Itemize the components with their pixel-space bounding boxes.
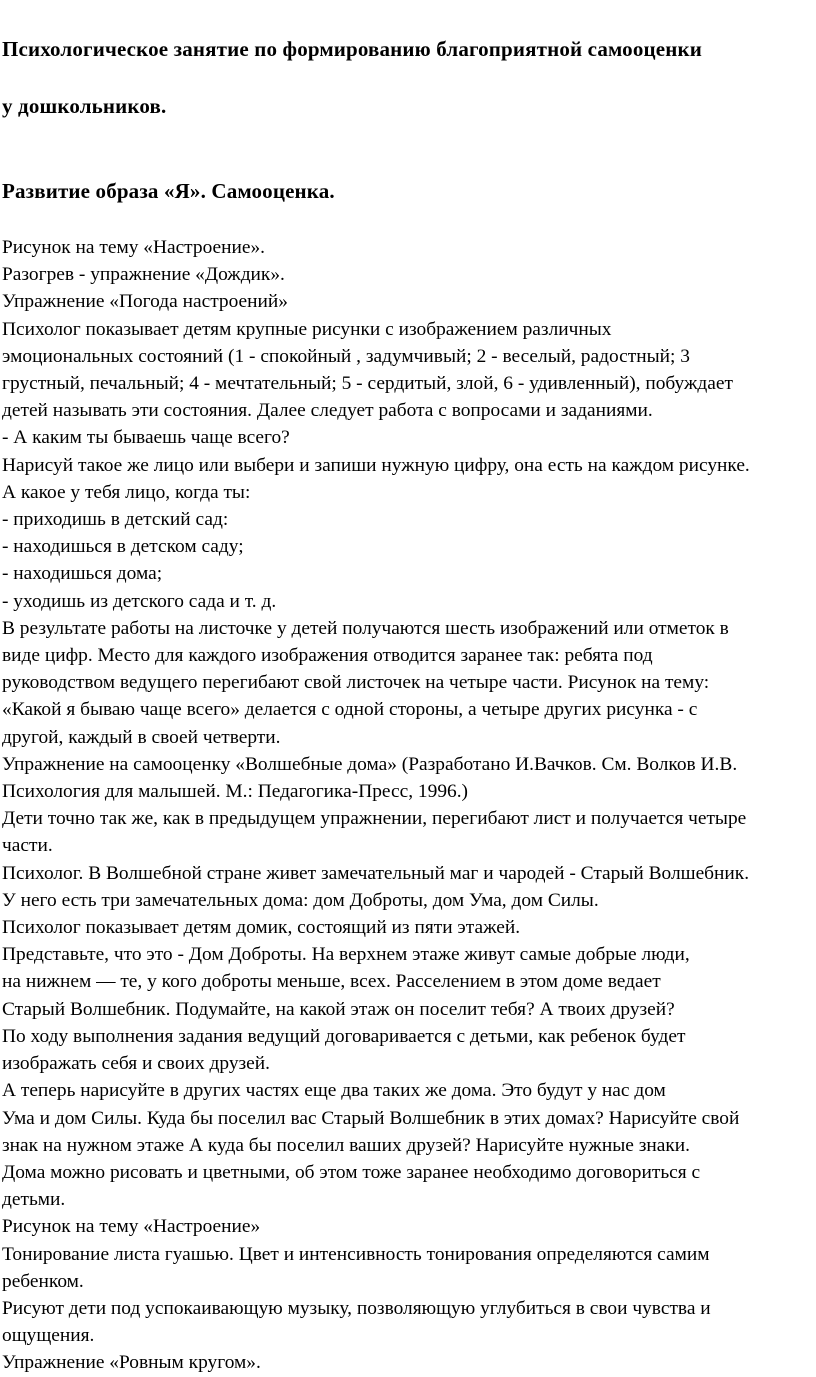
text-line: По ходу выполнения задания ведущий договаривается с детьми, как ребенок будет <box>2 1025 686 1047</box>
text-line: другой, каждый в своей четверти. <box>2 726 281 748</box>
text-line: Упражнение «Ровным кругом». <box>2 1352 261 1374</box>
text-line: В результате работы на листочке у детей получаются шесть изображений или отметок в <box>2 617 729 639</box>
text-line: детей называть эти состояния. Далее следует работа с вопросами и заданиями. <box>2 400 653 422</box>
text-line: «Какой я бываю чаще всего» делается с одной стороны, а четыре других рисунка - с <box>2 699 698 721</box>
text-line: Старый Волшебник. Подумайте, на какой этаж он поселит тебя? А твоих друзей? <box>2 998 675 1020</box>
text-line: Рисунок на тему «Настроение» <box>2 1216 261 1238</box>
text-line: детьми. <box>2 1189 66 1211</box>
text-line: - уходишь из детского сада и т. д. <box>2 590 277 612</box>
text-line: эмоциональных состояний (1 - спокойный , задумчивый; 2 - веселый, радостный; 3 <box>2 345 690 367</box>
text-line: знак на нужном этаже А куда бы поселил ваших друзей? Нарисуйте нужные знаки. <box>2 1134 690 1156</box>
text-line: Тонирование листа гуашью. Цвет и интенсивность тонирования определяются самим <box>2 1243 710 1265</box>
text-line: руководством ведущего перегибают свой листочек на четыре части. Рисунок на тему: <box>2 672 710 694</box>
text-line: - А каким ты бываешь чаще всего? <box>2 427 290 449</box>
text-line: Рисунок на тему «Настроение». <box>2 237 266 258</box>
text-line: части. <box>2 835 53 857</box>
text-line: Рисуют дети под успокаивающую музыку, позволяющую углубиться в свои чувства и <box>2 1297 711 1319</box>
text-line: Разогрев - упражнение «Дождик». <box>2 264 285 286</box>
text-line: - приходишь в детский сад: <box>2 509 229 531</box>
text-line: виде цифр. Место для каждого изображения отводится заранее так: ребята под <box>2 645 653 667</box>
text-line: Дети точно так же, как в предыдущем упражнении, перегибают лист и получается четыре <box>2 808 747 830</box>
text-line: Дома можно рисовать и цветными, об этом тоже заранее необходимо договориться с <box>2 1161 701 1183</box>
text-line: ощущения. <box>2 1325 95 1347</box>
text-line: Психолог. В Волшебной стране живет замечательный маг и чародей - Старый Волшебник. <box>2 862 750 884</box>
document-body <box>2 234 816 1377</box>
text-line: Упражнение на самооценку «Волшебные дома» (Разработано И.Вачков. См. Волков И.В. <box>2 753 738 775</box>
text-line: А какое у тебя лицо, когда ты: <box>2 481 251 503</box>
text-line: - находишься в детском саду; <box>2 536 244 558</box>
text-line: Нарисуй такое же лицо или выбери и запиши нужную цифру, она есть на каждом рисунке. <box>2 454 750 476</box>
text-line: грустный, печальный; 4 - мечтательный; 5 - сердитый, злой, 6 - удивленный), побуждает <box>2 373 733 395</box>
text-line: изображать себя и своих друзей. <box>2 1053 271 1075</box>
text-line: на нижнем — те, у кого доброты меньше, всех. Расселением в этом доме ведает <box>2 971 661 993</box>
text-line: У него есть три замечательных дома: дом Доброты, дом Ума, дом Силы. <box>2 889 599 911</box>
text-line: Психолог показывает детям крупные рисунки с изображением различных <box>2 318 612 340</box>
document-title <box>2 6 816 149</box>
text-line: Психолог показывает детям домик, состоящий из пяти этажей. <box>2 917 521 939</box>
text-line: А теперь нарисуйте в других частях еще два таких же дома. Это будут у нас дом <box>2 1080 666 1102</box>
text-line: ребенком. <box>2 1270 84 1292</box>
title-line: у дошкольников. <box>2 93 167 118</box>
subtitle-line: Развитие образа «Я». Самооценка. <box>2 179 335 203</box>
text-line: Представьте, что это - Дом Доброты. На верхнем этаже живут самые добрые люди, <box>2 944 690 966</box>
document-subtitle <box>2 149 816 235</box>
text-line: Упражнение «Погода настроений» <box>2 291 288 313</box>
text-line: - находишься дома; <box>2 563 163 585</box>
title-line: Психологическое занятие по формированию благоприятной самооценки <box>2 36 702 61</box>
text-line: Ума и дом Силы. Куда бы поселил вас Старый Волшебник в этих домах? Нарисуйте свой <box>2 1107 740 1129</box>
text-line: Психология для малышей. М.: Педагогика-Пресс, 1996.) <box>2 781 469 803</box>
